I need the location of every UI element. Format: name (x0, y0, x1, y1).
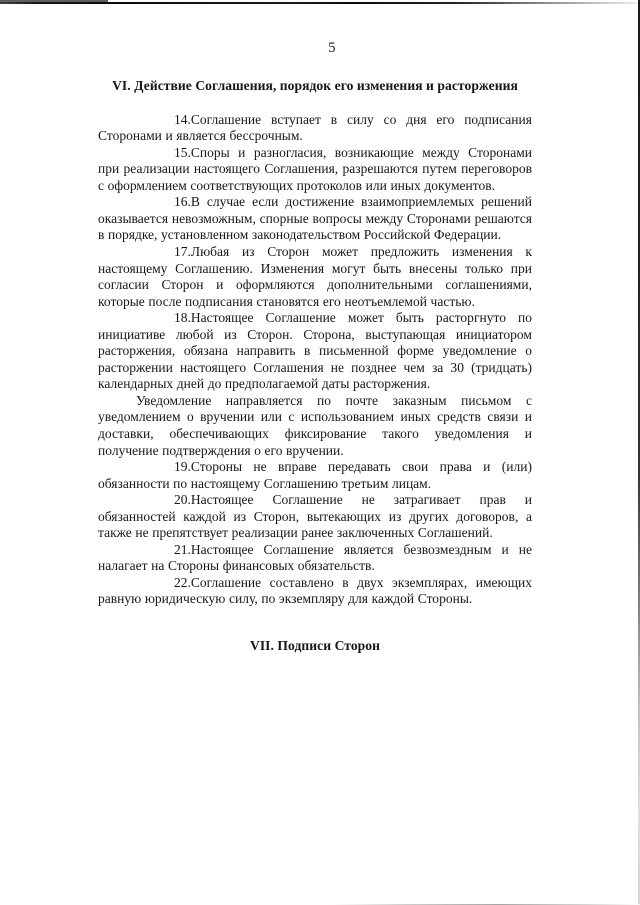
scan-edge-top-artifact (0, 2, 640, 4)
clause-paragraph (98, 542, 532, 575)
clause-text: Уведомление направляется по почте заказным письмом с уведомлением о вручении или с использованием иных средств связи и доставки, обеспечивающих фиксирование такого уведомления и получение подтверждения о его вручении. (98, 392, 532, 458)
clause-paragraph (98, 112, 532, 145)
clause-text: Настоящее Соглашение может быть расторгнуто по инициативе любой из Сторон. Сторона, выступающая инициатором расторжения, обязана направить в письменной форме уведомление о расторжении настоящего Соглашения не позднее чем за 30 (тридцать) календарных дней до предполагаемой даты расторжения. (98, 310, 532, 392)
clause-number: 21. (174, 541, 191, 557)
clause-text: Настоящее Соглашение не затрагивает прав и обязанностей каждой из Сторон, вытекающих из других договоров, а также не препятствует реализации ранее заключенных Соглашений. (98, 492, 532, 541)
document-text-block (98, 78, 532, 655)
clause-paragraph (98, 492, 532, 542)
clause-number: 15. (174, 144, 191, 160)
clause-paragraph (98, 194, 532, 244)
clause-number: 16. (174, 194, 191, 210)
clause-paragraph (98, 244, 532, 310)
clause-number: 19. (174, 459, 191, 475)
clause-number: 14. (174, 111, 191, 127)
clause-text: Настоящее Соглашение является безвозмездным и не налагает на Стороны финансовых обязательств. (98, 541, 532, 574)
clause-text: Соглашение вступает в силу со дня его подписания Сторонами и является бессрочным. (98, 111, 532, 144)
clause-text: Любая из Сторон может предложить изменения к настоящему Соглашению. Изменения могут быть внесены только при согласии Сторон и оформляются дополнительными соглашениями, которые после подписания становятся его неотъемлемой частью. (98, 243, 532, 309)
clause-text: В случае если достижение взаимоприемлемых решений оказывается невозможным, спорные вопросы между Сторонами решаются в порядке, установленном законодательством Российской Федерации. (98, 194, 532, 243)
clause-paragraph (98, 575, 532, 608)
clause-list (98, 112, 532, 608)
clause-text: Споры и разногласия, возникающие между Сторонами при реализации настоящего Соглашения, разрешаются путем переговоров с оформлением соответствующих протоколов или иных документов. (98, 144, 532, 193)
clause-paragraph (98, 310, 532, 393)
clause-number: 20. (174, 492, 191, 508)
section-heading-vii: VII. Подписи Сторон (249, 637, 381, 653)
clause-text: Соглашение составлено в двух экземплярах, имеющих равную юридическую силу, по экземпляру для каждой Стороны. (98, 574, 532, 607)
page-number (0, 41, 640, 56)
clause-paragraph (98, 145, 532, 195)
clause-paragraph (98, 393, 532, 459)
page-number-value: 5 (328, 40, 336, 56)
clause-number: 22. (174, 574, 191, 590)
clause-text: Стороны не вправе передавать свои права и (или) обязанности по настоящему Соглашению третьим лицам. (98, 459, 532, 491)
clause-paragraph (98, 459, 532, 492)
clause-number: 17. (174, 243, 191, 259)
clause-number: 18. (174, 310, 191, 326)
section-heading-vi: VI. Действие Соглашения, порядок его изменения и расторжения (112, 78, 518, 93)
